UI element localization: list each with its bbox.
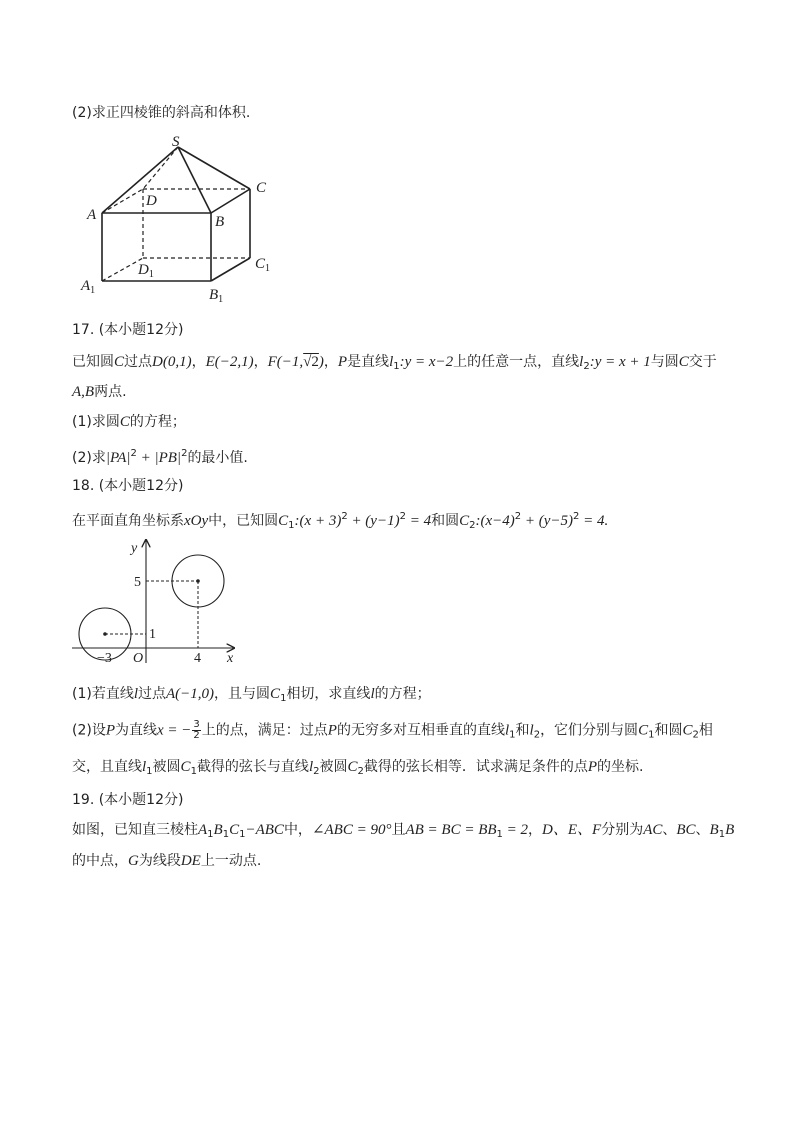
label-D: D [146,193,157,209]
q19-stem-line2: 的中点，G为线段DE上一动点. [72,853,262,869]
edge-SD [143,147,178,189]
q16-part2: (2)求正四棱锥的斜高和体积. [72,105,251,121]
tick-1: 1 [149,627,156,642]
axis-label-y: y [131,541,138,556]
edge-SA [102,147,178,213]
q19-header: 19. (本小题12分) [72,792,184,808]
label-D1: $D_1$ [138,262,154,280]
edge-BC [211,189,250,213]
q18-part2: (2)设P为直线x = − $\frac{3}{2}$ 上的点，满足：过点P的无穷多对互相垂直的直线$l_1$和$l_2$，它们分别与圆$C_1$和圆$C_2$相 [72,719,713,741]
edge-B1C1 [211,258,250,281]
tick-neg3: −3 [97,651,112,666]
center-C2 [196,579,200,583]
center-C1 [103,632,107,636]
label-B1: $B_1$ [209,287,224,303]
q17-part2: (2)求$|PA|^2 + |PB|^2$的最小值. [72,448,248,466]
q18-header: 18. (本小题12分) [72,478,184,494]
tick-5: 5 [134,575,141,590]
pyramid-prism-figure [75,133,285,303]
q19-stem-line1: 如图，已知直三棱柱$A_1B_1C_1-ABC$中，∠ABC = 90°且AB = BC = $BB_1 = 2$，D、E、F分别为AC、BC、$B_1B$ [72,822,735,840]
q17-header: 17. (本小题12分) [72,322,184,338]
label-S: S [172,134,180,150]
q17-stem-line2: A,B两点. [72,384,127,400]
label-C1: $C_1$ [255,256,271,274]
q18-part1: (1)若直线l过点A(−1,0)，且与圆$C_1$相切，求直线l的方程； [72,686,431,704]
tick-4: 4 [194,651,201,666]
origin-label: O [133,651,144,666]
label-B: B [215,214,225,230]
q18-part2-cont: 交，且直线$l_1$被圆$C_1$截得的弦长与直线$l_2$被圆$C_2$截得的弦长相等．试求满足条件的点P的坐标. [72,759,644,777]
q17-stem-line1: 已知圆C过点D(0,1)，E(−2,1)，F(−1,√2)，P是直线$l_1:y = x-2$上的任意一点，直线$l_2:y = x + 1$与圆C交于 [72,354,717,372]
edge-A1D1 [102,258,143,281]
label-A: A [87,207,97,223]
edge-AD [102,189,143,213]
q18-stem: 在平面直角坐标系xOy中，已知圆$C_1:(x + 3)^2 + (y-1)^2 = 4$和圆$C_2:(x-4)^2 + (y-5)^2 = 4$. [72,511,609,531]
q17-part1: (1)求圆C的方程； [72,414,186,430]
label-C: C [256,180,267,196]
axis-label-x: x [227,651,234,666]
circles-figure [70,537,245,667]
label-A1: $A_1$ [81,278,96,296]
